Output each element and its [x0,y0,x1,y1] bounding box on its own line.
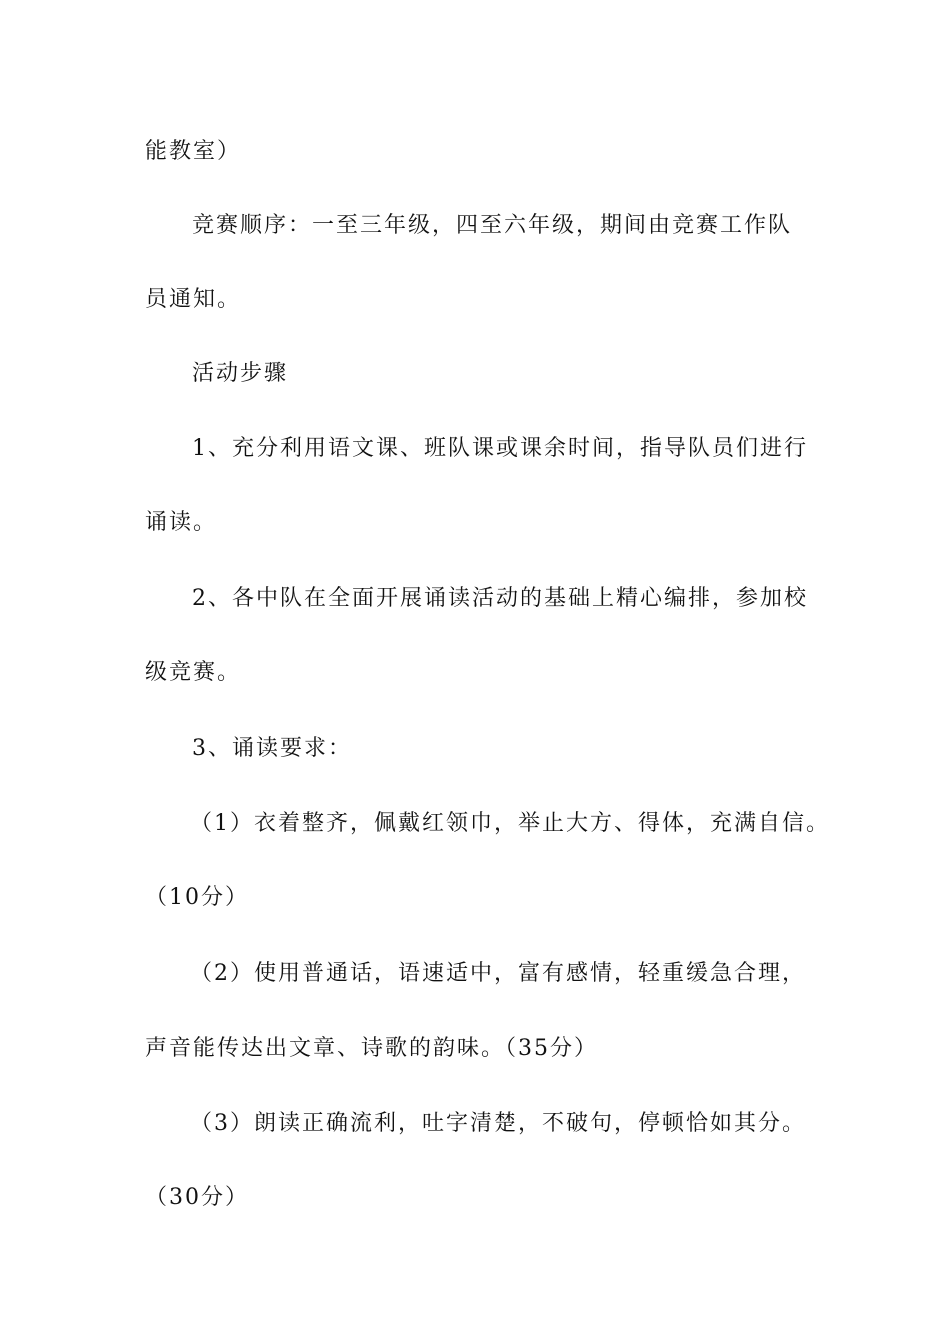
text-line-competition-order-cont: 员通知。 [145,287,242,312]
text-line-continuation: 能教室） [145,139,242,164]
section-heading-activity-steps: 活动步骤 [192,361,289,386]
text-line-requirement-2: （2）使用普通话，语速适中，富有感情，轻重缓急合理， [190,961,806,986]
text-line-requirement-1-score: （10分） [145,885,249,910]
text-line-step-2: 2、各中队在全面开展诵读活动的基础上精心编排，参加校 [192,586,808,611]
text-line-step-3: 3、诵读要求： [192,736,352,761]
text-line-competition-order: 竞赛顺序：一至三年级，四至六年级，期间由竞赛工作队 [192,213,793,238]
text-line-requirement-2-cont: 声音能传达出文章、诗歌的韵味。（35分） [145,1036,598,1061]
text-line-requirement-1: （1）衣着整齐，佩戴红领巾，举止大方、得体，充满自信。 [190,811,830,836]
text-line-requirement-3: （3）朗读正确流利，吐字清楚，不破句，停顿恰如其分。 [190,1111,806,1136]
text-line-step-1-cont: 诵读。 [145,510,218,535]
text-line-requirement-3-score: （30分） [145,1185,249,1210]
text-line-step-1: 1、充分利用语文课、班队课或课余时间，指导队员们进行 [192,436,808,461]
text-line-step-2-cont: 级竞赛。 [145,660,242,685]
